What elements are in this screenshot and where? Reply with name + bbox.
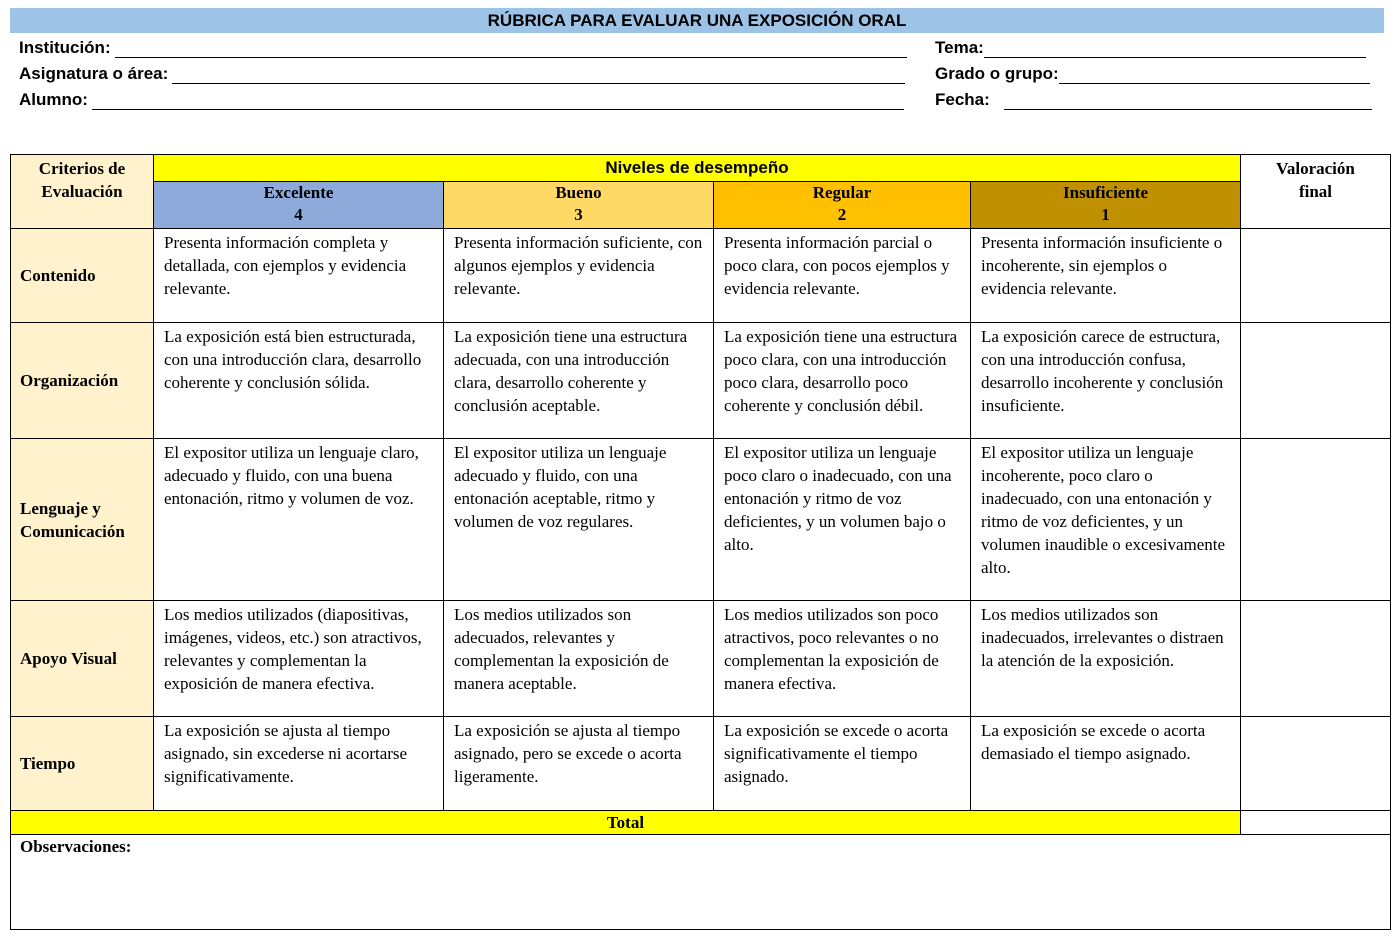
descriptor-cell: El expositor utiliza un lenguaje poco claro o inadecuado, con una entonación y ritmo de voz deficientes, y un volumen bajo o alto. <box>714 439 971 601</box>
asignatura-blank[interactable] <box>172 67 905 84</box>
grado-blank[interactable] <box>1059 67 1370 84</box>
final-score-cell[interactable] <box>1241 323 1391 439</box>
descriptor-cell: La exposición se excede o acorta demasiado el tiempo asignado. <box>971 717 1241 811</box>
level-score: 3 <box>574 205 583 224</box>
observations-field[interactable] <box>11 835 1391 930</box>
fecha-field[interactable] <box>935 88 1372 110</box>
rubric-table <box>10 154 1391 930</box>
institucion-field[interactable] <box>19 36 907 58</box>
descriptor-cell: Presenta información insuficiente o incoherente, sin ejemplos o evidencia relevante. <box>971 229 1241 323</box>
descriptor-cell: Los medios utilizados son poco atractivos, poco relevantes o no complementan la exposición de manera efectiva. <box>714 601 971 717</box>
criterion-apoyo-visual: Apoyo Visual <box>11 601 154 717</box>
descriptor-cell: La exposición está bien estructurada, con una introducción clara, desarrollo coherente y conclusión sólida. <box>154 323 444 439</box>
level-score: 1 <box>1101 205 1110 224</box>
document-title: RÚBRICA PARA EVALUAR UNA EXPOSICIÓN ORAL <box>10 8 1384 33</box>
descriptor-cell: La exposición se ajusta al tiempo asignado, sin excederse ni acortarse significativamente. <box>154 717 444 811</box>
level-insuficiente <box>971 182 1241 229</box>
descriptor-cell: El expositor utiliza un lenguaje adecuado y fluido, con una entonación aceptable, ritmo y volumen de voz regulares. <box>444 439 714 601</box>
levels-header: Niveles de desempeño <box>154 155 1241 182</box>
level-regular <box>714 182 971 229</box>
asignatura-label: Asignatura o área: <box>19 64 169 83</box>
level-excelente <box>154 182 444 229</box>
descriptor-cell: Los medios utilizados (diapositivas, imágenes, videos, etc.) son atractivos, relevantes y complementan la exposición de manera efectiva. <box>154 601 444 717</box>
criterion-contenido: Contenido <box>11 229 154 323</box>
descriptor-cell: La exposición se excede o acorta significativamente el tiempo asignado. <box>714 717 971 811</box>
table-row <box>11 601 1391 717</box>
level-name: Regular <box>812 183 872 202</box>
observations-label: Observaciones: <box>20 837 132 856</box>
final-score-cell[interactable] <box>1241 601 1391 717</box>
final-score-cell[interactable] <box>1241 229 1391 323</box>
grado-label: Grado o grupo: <box>935 64 1059 83</box>
descriptor-cell: Los medios utilizados son adecuados, relevantes y complementan la exposición de manera aceptable. <box>444 601 714 717</box>
final-score-header: Valoración final <box>1241 155 1391 229</box>
tema-label: Tema: <box>935 38 984 57</box>
level-name: Bueno <box>555 183 602 202</box>
descriptor-cell: El expositor utiliza un lenguaje incoherente, poco claro o inadecuado, con una entonación y ritmo de voz deficientes, y un volumen inaudible o excesivamente alto. <box>971 439 1241 601</box>
level-score: 4 <box>294 205 303 224</box>
alumno-blank[interactable] <box>92 93 904 110</box>
descriptor-cell: La exposición tiene una estructura adecuada, con una introducción clara, desarrollo coherente y conclusión aceptable. <box>444 323 714 439</box>
descriptor-cell: La exposición tiene una estructura poco clara, con una introducción poco clara, desarrollo poco coherente y conclusión débil. <box>714 323 971 439</box>
criteria-header: Criterios de Evaluación <box>11 155 154 229</box>
level-bueno <box>444 182 714 229</box>
descriptor-cell: Presenta información suficiente, con algunos ejemplos y evidencia relevante. <box>444 229 714 323</box>
descriptor-cell: La exposición se ajusta al tiempo asignado, pero se excede o acorta ligeramente. <box>444 717 714 811</box>
criterion-lenguaje: Lenguaje y Comunicación <box>11 439 154 601</box>
institucion-label: Institución: <box>19 38 111 57</box>
final-score-cell[interactable] <box>1241 717 1391 811</box>
institucion-blank[interactable] <box>115 41 907 58</box>
tema-field[interactable] <box>935 36 1366 58</box>
table-row <box>11 229 1391 323</box>
alumno-field[interactable] <box>19 88 904 110</box>
final-score-cell[interactable] <box>1241 439 1391 601</box>
criterion-tiempo: Tiempo <box>11 717 154 811</box>
table-row <box>11 717 1391 811</box>
tema-blank[interactable] <box>984 41 1366 58</box>
descriptor-cell: Los medios utilizados son inadecuados, irrelevantes o distraen la atención de la exposición. <box>971 601 1241 717</box>
level-name: Excelente <box>263 183 334 202</box>
fecha-label: Fecha: <box>935 90 990 109</box>
descriptor-cell: Presenta información parcial o poco clara, con pocos ejemplos y evidencia relevante. <box>714 229 971 323</box>
level-score: 2 <box>837 205 847 224</box>
asignatura-field[interactable] <box>19 62 905 84</box>
descriptor-cell: Presenta información completa y detallada, con ejemplos y evidencia relevante. <box>154 229 444 323</box>
table-row <box>11 323 1391 439</box>
total-row <box>11 811 1391 835</box>
grado-field[interactable] <box>935 62 1370 84</box>
total-score-cell[interactable] <box>1241 811 1391 835</box>
table-row <box>11 439 1391 601</box>
alumno-label: Alumno: <box>19 90 88 109</box>
descriptor-cell: El expositor utiliza un lenguaje claro, adecuado y fluido, con una buena entonación, ritmo y volumen de voz. <box>154 439 444 601</box>
observations-row <box>11 835 1391 930</box>
level-name: Insuficiente <box>1063 183 1148 202</box>
total-label: Total <box>11 811 1241 835</box>
fecha-blank[interactable] <box>1004 93 1372 110</box>
criterion-organizacion: Organización <box>11 323 154 439</box>
descriptor-cell: La exposición carece de estructura, con una introducción confusa, desarrollo incoherente y conclusión insuficiente. <box>971 323 1241 439</box>
